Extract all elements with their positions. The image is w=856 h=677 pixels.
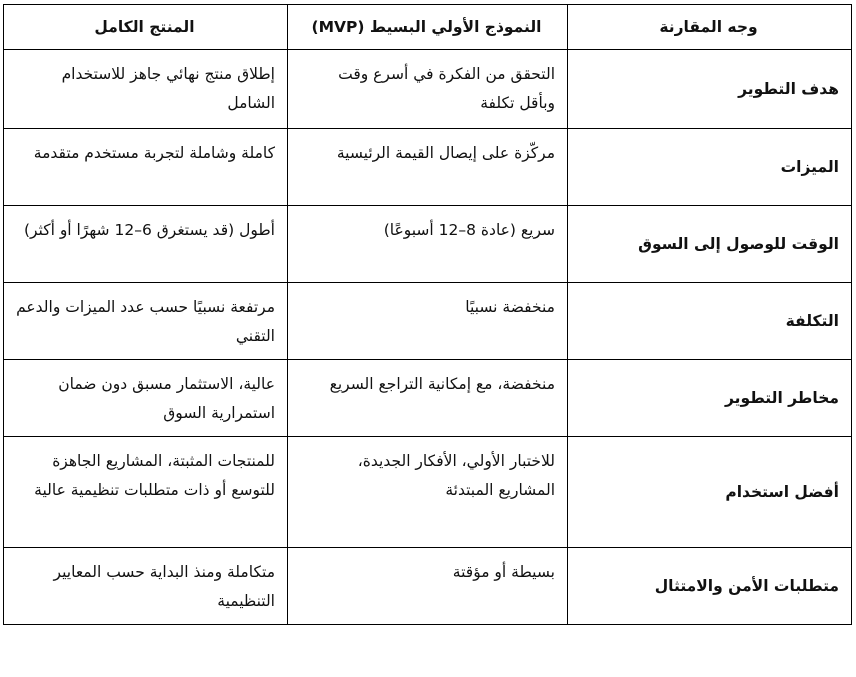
row-aspect-cell: الوقت للوصول إلى السوق: [568, 206, 852, 283]
table-row: [4, 437, 852, 548]
table-row: [4, 283, 852, 360]
table-row: [4, 360, 852, 437]
row-full-product-cell: مرتفعة نسبيًا حسب عدد الميزات والدعم التقني: [4, 283, 288, 360]
row-full-product-cell: عالية، الاستثمار مسبق دون ضمان استمرارية السوق: [4, 360, 288, 437]
row-mvp-cell: للاختبار الأولي، الأفكار الجديدة، المشاريع المبتدئة: [288, 437, 568, 548]
comparison-table-container: [4, 4, 852, 625]
header-mvp: النموذج الأولي البسيط (MVP): [288, 5, 568, 50]
row-aspect-cell: هدف التطوير: [568, 50, 852, 129]
row-mvp-cell: مركّزة على إيصال القيمة الرئيسية: [288, 129, 568, 206]
row-mvp-cell: منخفضة، مع إمكانية التراجع السريع: [288, 360, 568, 437]
table-row: [4, 129, 852, 206]
row-aspect-cell: متطلبات الأمن والامتثال: [568, 548, 852, 625]
row-aspect-cell: الميزات: [568, 129, 852, 206]
row-aspect-cell: التكلفة: [568, 283, 852, 360]
row-mvp-cell: منخفضة نسبيًا: [288, 283, 568, 360]
row-full-product-cell: إطلاق منتج نهائي جاهز للاستخدام الشامل: [4, 50, 288, 129]
row-full-product-cell: أطول (قد يستغرق 6–12 شهرًا أو أكثر): [4, 206, 288, 283]
table-header-row: [4, 5, 852, 50]
row-mvp-cell: بسيطة أو مؤقتة: [288, 548, 568, 625]
table-row: [4, 548, 852, 625]
row-mvp-cell: التحقق من الفكرة في أسرع وقت وبأقل تكلفة: [288, 50, 568, 129]
row-full-product-cell: للمنتجات المثبتة، المشاريع الجاهزة للتوسع أو ذات متطلبات تنظيمية عالية: [4, 437, 288, 548]
comparison-table: [3, 4, 852, 625]
row-full-product-cell: كاملة وشاملة لتجربة مستخدم متقدمة: [4, 129, 288, 206]
header-full-product: المنتج الكامل: [4, 5, 288, 50]
table-row: [4, 50, 852, 129]
row-mvp-cell: سريع (عادة 8–12 أسبوعًا): [288, 206, 568, 283]
row-full-product-cell: متكاملة ومنذ البداية حسب المعايير التنظيمية: [4, 548, 288, 625]
row-aspect-cell: مخاطر التطوير: [568, 360, 852, 437]
header-aspect: وجه المقارنة: [568, 5, 852, 50]
table-row: [4, 206, 852, 283]
row-aspect-cell: أفضل استخدام: [568, 437, 852, 548]
